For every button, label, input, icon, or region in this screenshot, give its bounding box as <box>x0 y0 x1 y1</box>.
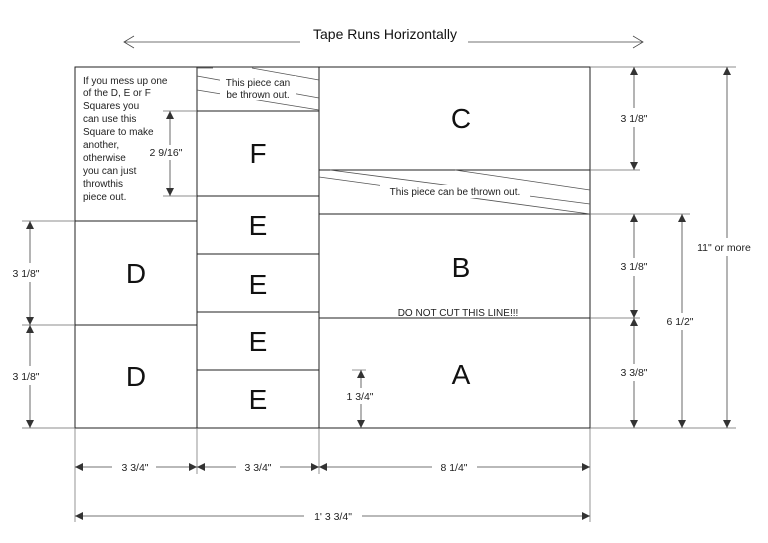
dim-left-d-top-label: 3 1/8" <box>12 268 40 280</box>
spare-note-line: If you mess up one <box>83 76 168 87</box>
dim-spare-height-label: 2 9/16" <box>149 147 183 159</box>
dim-right-a-label: 3 3/8" <box>620 367 648 379</box>
dim-right-total-label: 11" or more <box>697 242 751 254</box>
bottom-dimensions <box>75 428 590 523</box>
dim-right-b-label: 3 1/8" <box>620 261 648 273</box>
scrap-top-note-line2: be thrown out. <box>226 90 290 101</box>
diagram-title: Tape Runs Horizontally <box>313 26 457 42</box>
tape-direction-indicator <box>124 26 643 48</box>
dim-col2-label: 3 3/4" <box>244 462 272 474</box>
left-dimensions <box>12 221 75 428</box>
spare-note-line: you can just <box>83 166 137 177</box>
spare-note-line: piece out. <box>83 192 127 203</box>
spare-note-line: throwthis <box>83 179 124 190</box>
spare-note-line: otherwise <box>83 153 126 164</box>
dim-col3-label: 8 1/4" <box>440 462 468 474</box>
piece-e2-label: E <box>248 269 268 300</box>
right-dimensions <box>590 67 751 428</box>
spare-note-line: another, <box>83 140 120 151</box>
board-outline <box>75 67 590 428</box>
dim-a-inner-label: 1 3/4" <box>346 391 374 403</box>
dim-left-d-bottom-label: 3 1/8" <box>12 371 40 383</box>
piece-f-label: F <box>249 138 267 169</box>
spare-piece-note <box>83 76 168 203</box>
dim-right-ab-label: 6 1/2" <box>666 316 694 328</box>
piece-d-top-label: D <box>125 258 147 289</box>
dim-right-c-label: 3 1/8" <box>620 113 648 125</box>
spare-height-dimension <box>150 111 197 196</box>
dim-col1-label: 3 3/4" <box>121 462 149 474</box>
piece-a-label: A <box>451 359 471 390</box>
piece-c-label: C <box>450 103 472 134</box>
dim-total-width-label: 1' 3 3/4" <box>314 511 352 523</box>
scrap-mid-note: This piece can be thrown out. <box>389 187 521 198</box>
do-not-cut-note: DO NOT CUT THIS LINE!!! <box>397 308 519 319</box>
spare-note-line: can use this <box>83 114 137 125</box>
spare-note-line: Squares you <box>83 101 140 112</box>
piece-e4-label: E <box>248 384 268 415</box>
piece-e1-label: E <box>248 210 268 241</box>
spare-note-line: Square to make <box>83 127 154 138</box>
a-inner-dimension <box>346 370 373 428</box>
scrap-top-note-line1: This piece can <box>225 78 291 89</box>
piece-e3-label: E <box>248 326 268 357</box>
piece-b-label: B <box>451 252 471 283</box>
spare-note-line: of the D, E or F <box>83 88 151 99</box>
piece-d-bottom-label: D <box>125 361 147 392</box>
